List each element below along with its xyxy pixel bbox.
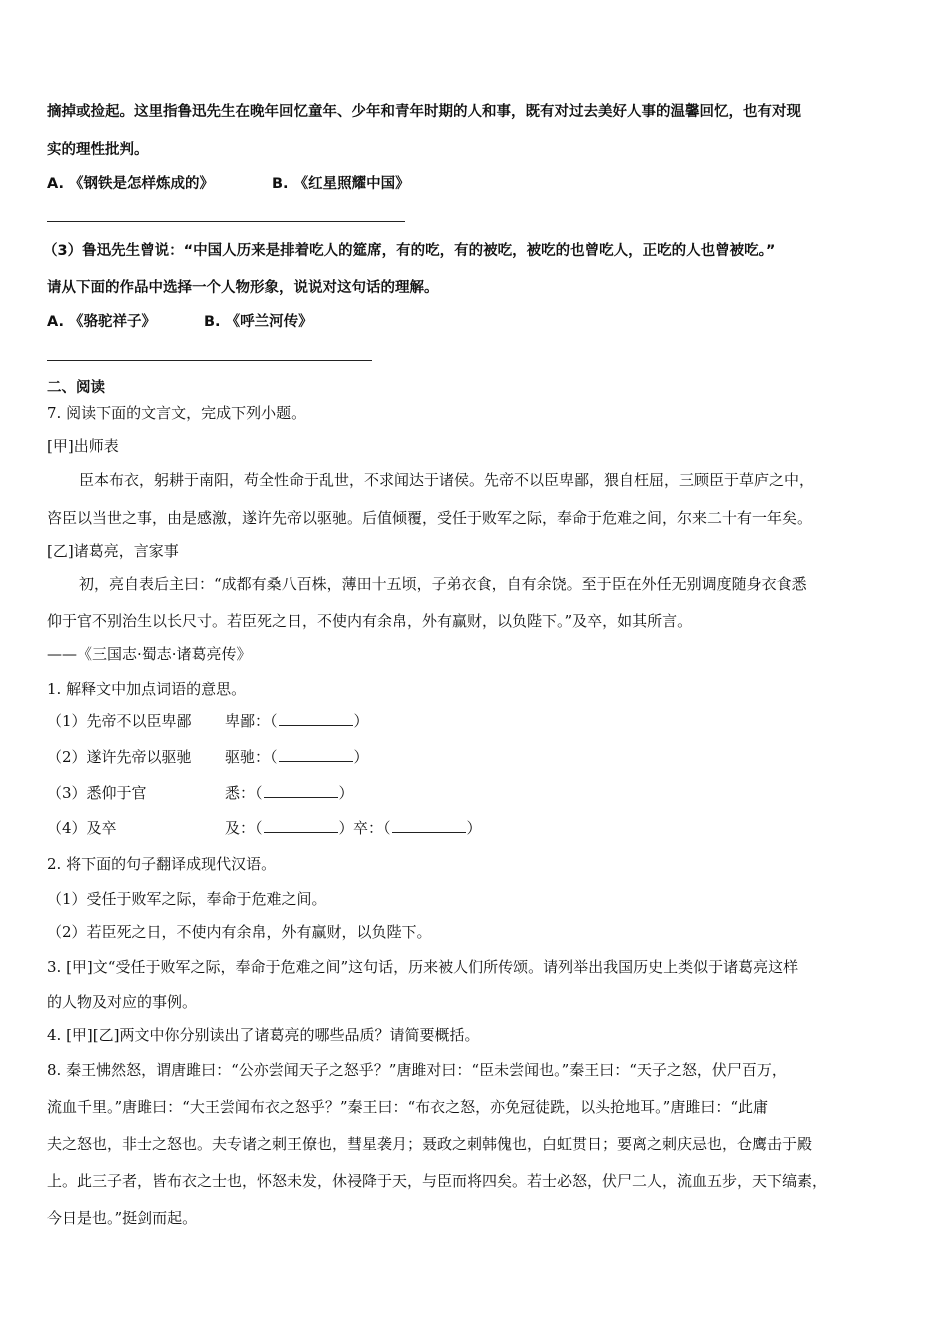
q6-part3-line: （3）鲁迅先生曾说：“中国人历来是排着吃人的筵席，有的吃，有的被吃，被吃的也曾吃人，正吃的人也曾被吃。”	[43, 243, 776, 259]
answer-line	[47, 221, 405, 222]
question-8-line: 上。此三子者，皆布衣之士也，怀怒未发，休祲降于天，与臣而将四矣。若士必怒，伏尸二人，流血五步，天下缟素，	[47, 1172, 828, 1190]
question-8-line: 今日是也。”挺剑而起。	[47, 1209, 198, 1227]
vocab-item: （3）悉仰于官 悉：（ ）	[47, 784, 354, 802]
answer-blank[interactable]	[392, 818, 466, 833]
translate-item: （1）受任于败军之际，奉命于危难之间。	[47, 890, 327, 908]
subquestion-3: 的人物及对应的事例。	[47, 993, 198, 1011]
subquestion-3: 3. [甲]文“受任于败军之际，奉命于危难之间”这句话，历来被人们所传颂。请列举出我国历史上类似于诸葛亮这样	[47, 958, 799, 976]
q6-text-line: 实的理性批判。	[47, 142, 149, 158]
translate-item: （2）若臣死之日，不使内有余帛，外有赢财，以负陛下。	[47, 923, 432, 941]
q6-text-line: 摘掉或捡起。这里指鲁迅先生在晚年回忆童年、少年和青年时期的人和事，既有对过去美好人事的温馨回忆，也有对现	[47, 104, 801, 120]
answer-blank[interactable]	[264, 818, 338, 833]
vocab-item: （4）及卒 及：（ ） 卒：（ ）	[47, 819, 482, 837]
option-b: B. 《呼兰河传》	[204, 314, 313, 330]
q6-part3-line: 请从下面的作品中选择一个人物形象，说说对这句话的理解。	[47, 280, 439, 296]
q6-options	[47, 174, 410, 194]
answer-blank[interactable]	[279, 747, 353, 762]
section-heading: 二、阅读	[47, 380, 105, 396]
source-citation: ——《三国志·蜀志·诸葛亮传》	[47, 645, 252, 663]
text-jia-line: 咨臣以当世之事，由是感激，遂许先帝以驱驰。后值倾覆，受任于败军之际，奉命于危难之间，尔来二十有一年矣。	[47, 509, 813, 527]
text-jia-title: [甲]出师表	[47, 437, 119, 455]
subquestion-4: 4. [甲][乙]两文中你分别读出了诸葛亮的哪些品质？请简要概括。	[47, 1026, 480, 1044]
answer-line	[47, 360, 372, 361]
text-yi-line: 仰于官不别治生以长尺寸。若臣死之日，不使内有余帛，外有赢财，以负陛下。”及卒，如其所言。	[47, 612, 693, 630]
question-8-line: 夫之怒也，非士之怒也。夫专诸之刺王僚也，彗星袭月；聂政之刺韩傀也，白虹贯日；要离之刺庆忌也，仓鹰击于殿	[47, 1135, 813, 1153]
question-8-line: 8. 秦王怫然怒，谓唐雎曰：“公亦尝闻天子之怒乎？”唐雎对曰：“臣未尝闻也。”秦王曰：“天子之怒，伏尸百万，	[47, 1061, 787, 1079]
option-a: A. 《骆驼祥子》	[47, 314, 157, 330]
subquestion-2: 2. 将下面的句子翻译成现代汉语。	[47, 855, 277, 873]
question-7-intro: 7. 阅读下面的文言文，完成下列小题。	[47, 404, 307, 422]
text-yi-title: [乙]诸葛亮，言家事	[47, 542, 179, 560]
vocab-item: （1）先帝不以臣卑鄙 卑鄙：（ ）	[47, 712, 369, 730]
option-a: A. 《钢铁是怎样炼成的》	[47, 176, 215, 192]
answer-blank[interactable]	[279, 711, 353, 726]
subquestion-1: 1. 解释文中加点词语的意思。	[47, 680, 247, 698]
text-yi-line: 初，亮自表后主曰：“成都有桑八百株，薄田十五顷，子弟衣食，自有余饶。至于臣在外任无别调度随身衣食悉	[79, 575, 807, 593]
question-8-line: 流血千里。”唐雎曰：“大王尝闻布衣之怒乎？”秦王曰：“布衣之怒，亦免冠徒跣，以头抢地耳。”唐雎曰：“此庸	[47, 1098, 769, 1116]
text-jia-line: 臣本布衣，躬耕于南阳，苟全性命于乱世，不求闻达于诸侯。先帝不以臣卑鄙，猥自枉屈，三顾臣于草庐之中，	[79, 471, 815, 489]
answer-blank[interactable]	[264, 783, 338, 798]
option-b: B. 《红星照耀中国》	[272, 176, 410, 192]
vocab-item: （2）遂许先帝以驱驰 驱驰：（ ）	[47, 748, 369, 766]
q6-part3-options	[47, 312, 313, 332]
